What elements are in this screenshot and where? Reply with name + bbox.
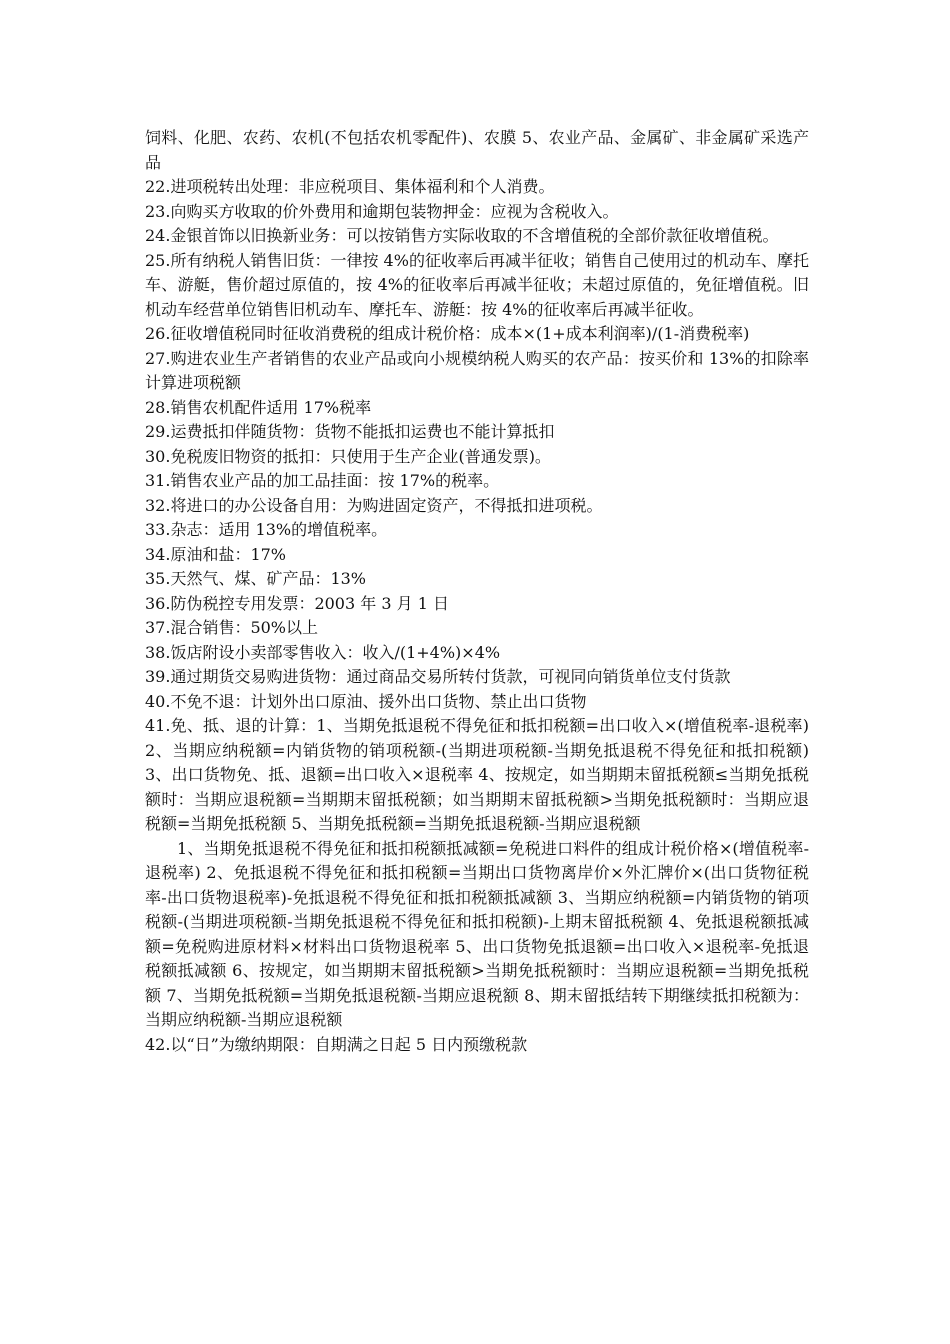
paragraph-item-42: 42.以“日”为缴纳期限：自期满之日起 5 日内预缴税款	[145, 1034, 528, 1054]
paragraph-item-37: 37.混合销售：50%以上	[145, 618, 319, 637]
paragraph-item-22: 22.进项税转出处理：非应税项目、集体福利和个人消费。	[145, 177, 555, 196]
paragraph-item-29: 29.运费抵扣伴随货物：货物不能抵扣运费也不能计算抵扣	[145, 422, 555, 441]
paragraph-item-41-continued: 1、当期免抵退税不得免征和抵扣税额抵减额=免税进口料件的组成计税价格×(增值税率-退税率) 2、免抵退税不得免征和抵扣税额=当期出口货物离岸价×外汇牌价×(出口货物征税率-出口货物退税率)-免抵退税不得免征和抵扣税额抵减额 3、当期应纳税额=内销货物的销项税额-(当期进项税额-当期免抵退税不得免征和抵扣税额)-上期末留抵税额 4、免抵退税额抵减额=免税购进原材料×材料出口货物退税率 5、出口货物免抵退额=出口收入×退税率-免抵退税额抵减额 6、按规定，如当期期末留抵税额>当期免抵税额时：当期应退税额=当期免抵税额 7、当期免抵税额=当期免抵退税额-当期应退税额 8、期末留抵结转下期继续抵扣税额为：当期应纳税额-当期应退税额	[145, 838, 809, 1029]
paragraph-item-39: 39.通过期货交易购进货物：通过商品交易所转付货款，可视同向销货单位支付货款	[145, 667, 731, 686]
paragraph-item-26: 26.征收增值税同时征收消费税的组成计税价格：成本×(1+成本利润率)/(1-消费税率)	[145, 324, 750, 343]
paragraph-item-25: 25.所有纳税人销售旧货：一律按 4%的征收率后再减半征收；销售自己使用过的机动车、摩托车、游艇，售价超过原值的，按 4%的征收率后再减半征收；未超过原值的，免征增值税。旧机动车经营单位销售旧机动车、摩托车、游艇：按 4%的征收率后再减半征收。	[145, 250, 809, 319]
paragraph-item-38: 38.饭店附设小卖部零售收入：收入/(1+4%)×4%	[145, 642, 501, 662]
paragraph-taxable-products: 饲料、化肥、农药、农机(不包括农机零配件)、农膜 5、农业产品、金属矿、非金属矿采选产品	[145, 128, 809, 172]
paragraph-item-27: 27.购进农业生产者销售的农业产品或向小规模纳税人购买的农产品：按买价和 13%的扣除率计算进项税额	[145, 348, 809, 392]
paragraph-item-35: 35.天然气、煤、矿产品：13%	[145, 569, 367, 588]
paragraph-item-33: 33.杂志：适用 13%的增值税率。	[145, 520, 388, 539]
document-body	[145, 126, 809, 1057]
paragraph-item-41: 41.免、抵、退的计算：1、当期免抵退税不得免征和抵扣税额=出口收入×(增值税率-退税率) 2、当期应纳税额=内销货物的销项税额-(当期进项税额-当期免抵退税不得免征和抵扣税额) 3、出口货物免、抵、退额=出口收入×退税率 4、按规定，如当期期末留抵税额≤当期免抵税额时：当期应退税额=当期期末留抵税额；如当期期末留抵税额>当期免抵税额时：当期应退税额=当期免抵税额 5、当期免抵税额=当期免抵退税额-当期应退税额	[145, 716, 809, 833]
paragraph-item-40: 40.不免不退：计划外出口原油、援外出口货物、禁止出口货物	[145, 691, 587, 711]
paragraph-item-28: 28.销售农机配件适用 17%税率	[145, 397, 372, 417]
paragraph-item-32: 32.将进口的办公设备自用：为购进固定资产，不得抵扣进项税。	[145, 495, 603, 515]
paragraph-item-30: 30.免税废旧物资的抵扣：只使用于生产企业(普通发票)。	[145, 446, 551, 466]
paragraph-item-31: 31.销售农业产品的加工品挂面：按 17%的税率。	[145, 471, 500, 490]
paragraph-item-23: 23.向购买方收取的价外费用和逾期包装物押金：应视为含税收入。	[145, 201, 619, 221]
paragraph-item-24: 24.金银首饰以旧换新业务：可以按销售方实际收取的不含增值税的全部价款征收增值税。	[145, 226, 779, 245]
paragraph-item-36: 36.防伪税控专用发票：2003 年 3 月 1 日	[145, 593, 449, 613]
paragraph-item-34: 34.原油和盐：17%	[145, 544, 287, 564]
